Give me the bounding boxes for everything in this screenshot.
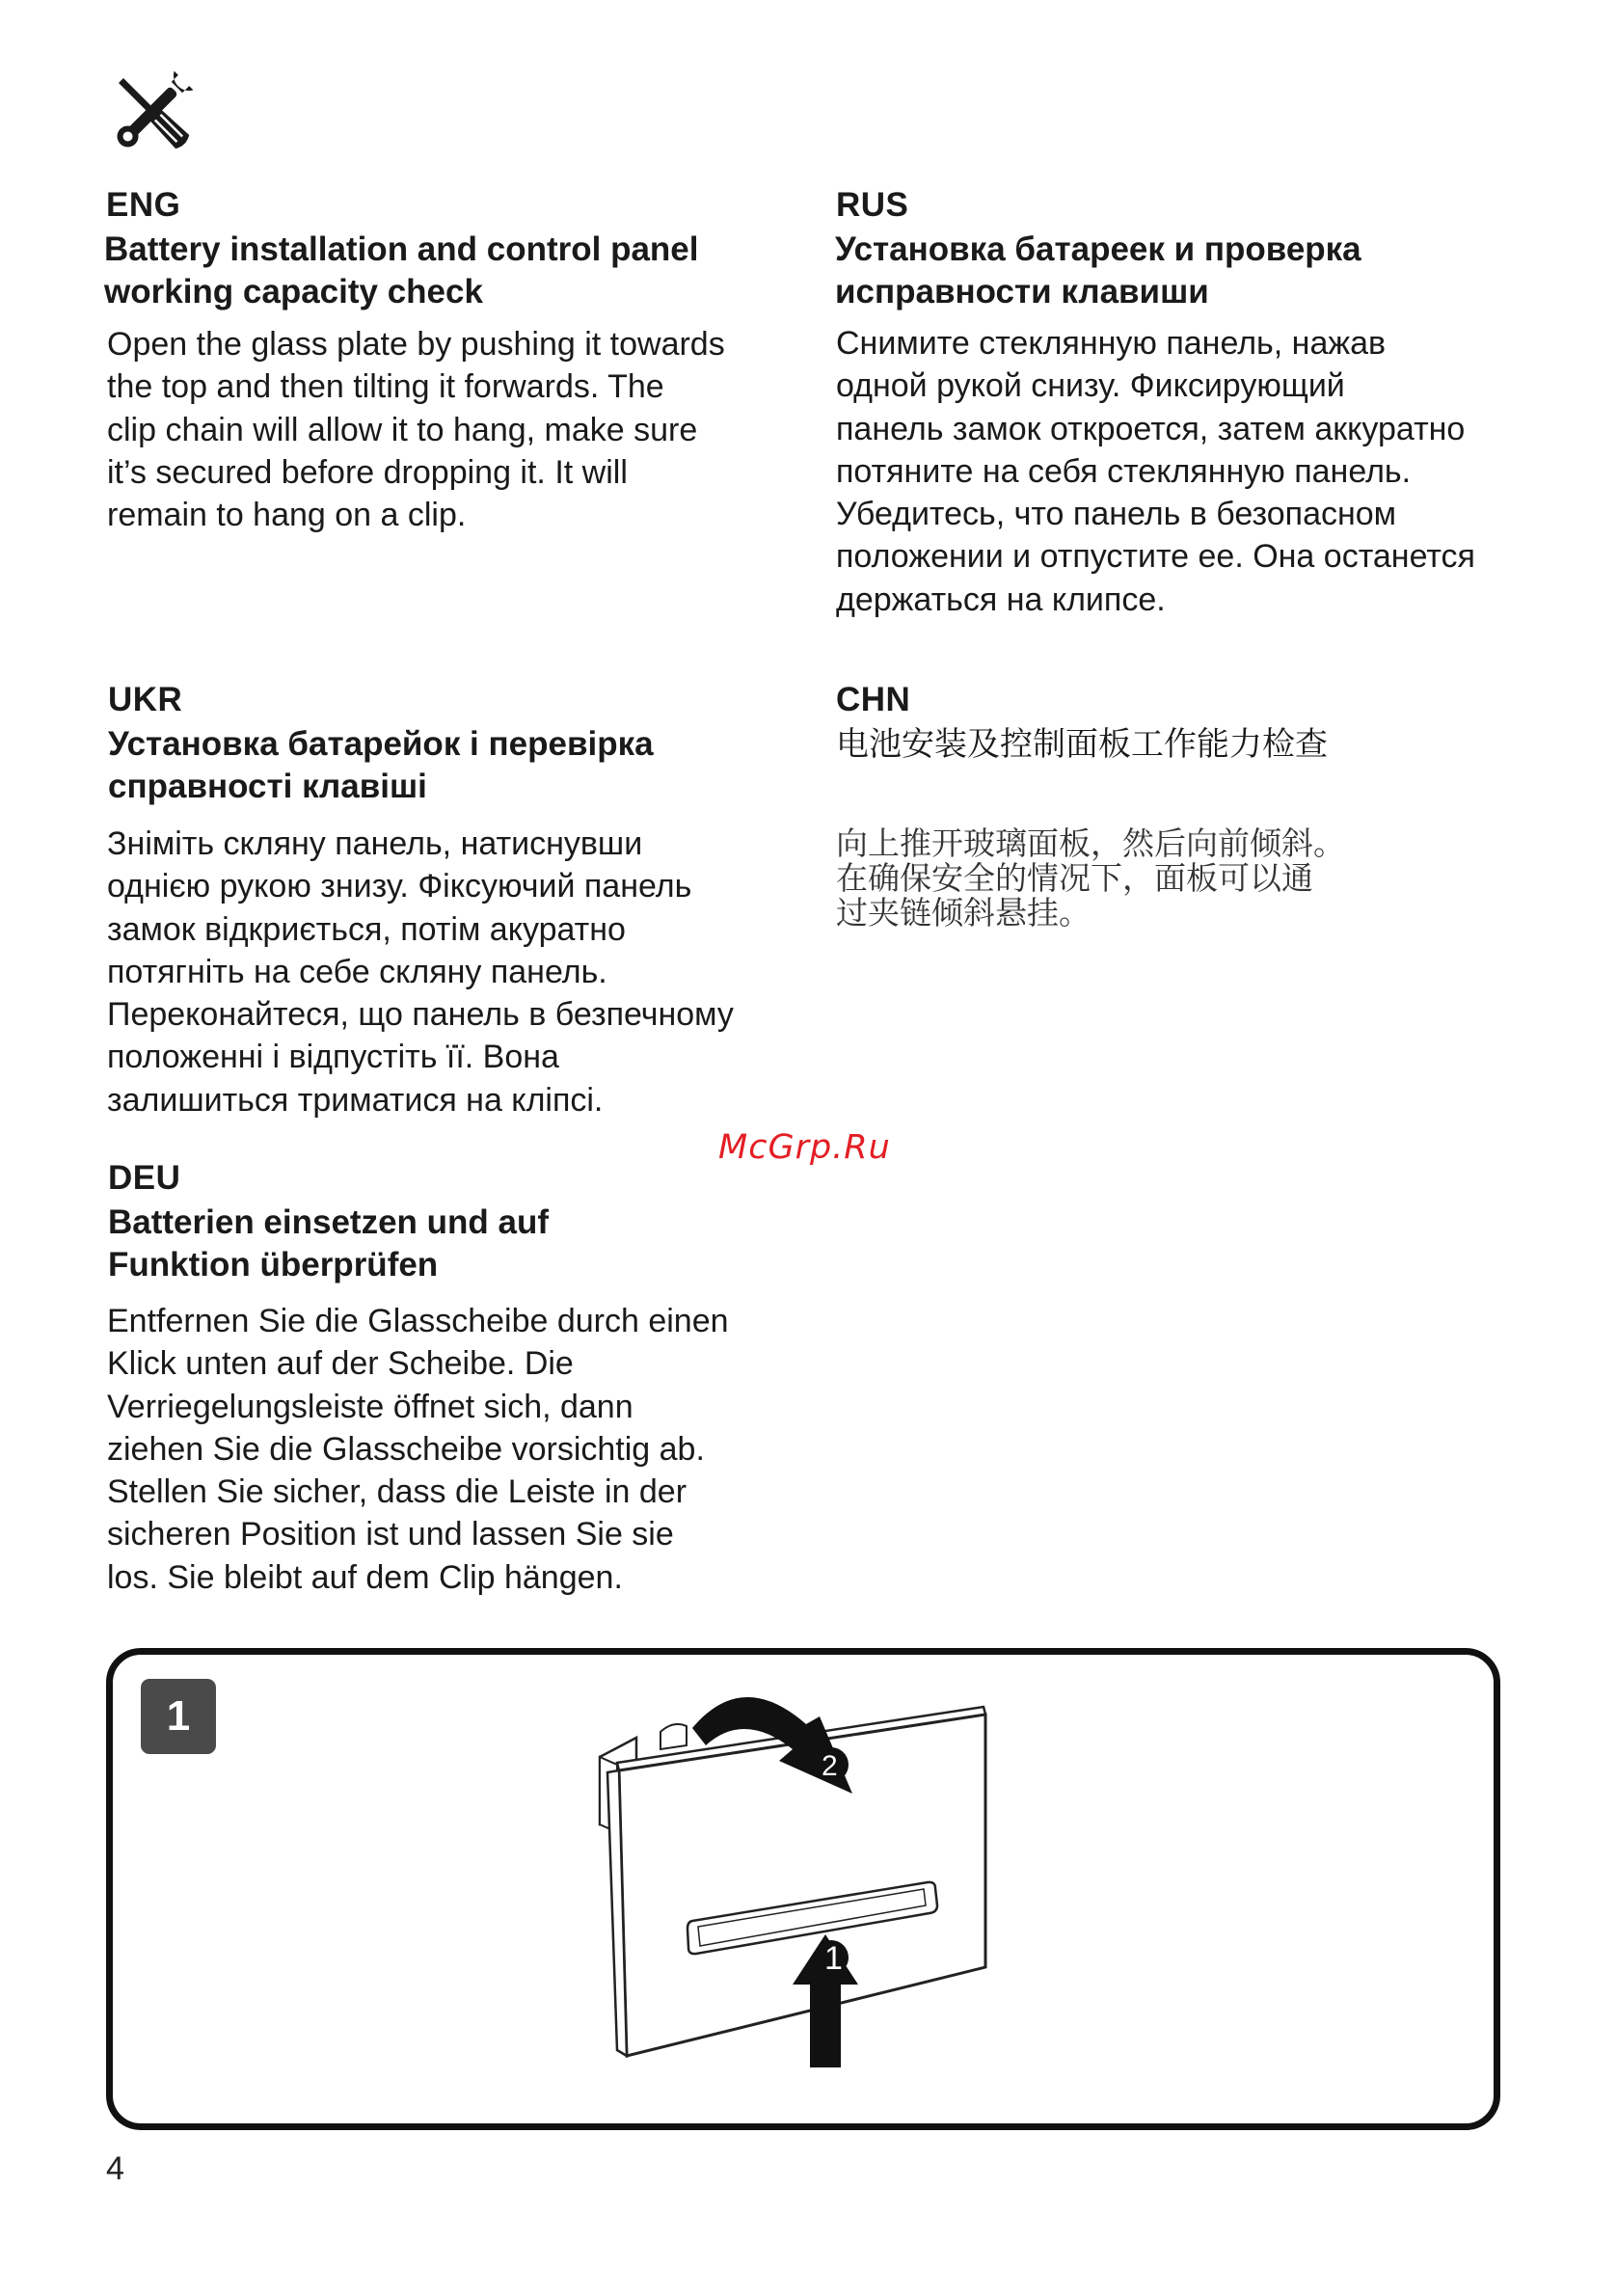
arrow-up-label: 1 [824, 1940, 843, 1977]
ukr-lang-label: UKR [108, 681, 183, 718]
eng-lang-label: ENG [106, 186, 181, 224]
chn-body [836, 826, 1345, 931]
deu-body-line: Stellen Sie sicher, dass die Leiste in der [107, 1473, 687, 1511]
tools-icon [104, 64, 201, 160]
deu-title-line: Funktion überprüfen [108, 1246, 439, 1283]
eng-body-line: the top and then tilting it forwards. The [107, 368, 664, 406]
eng-body-line: clip chain will allow it to hang, make sure [107, 411, 698, 448]
ukr-body [107, 823, 734, 1121]
ukr-body-line: замок відкриється, потім акуратно [107, 910, 626, 948]
eng-title-line: Battery installation and control panel [104, 230, 699, 268]
rus-title [835, 229, 1361, 313]
rus-body-line: Снимите стеклянную панель, нажав [836, 325, 1387, 362]
ukr-body-line: однією рукою знизу. Фіксуючий панель [107, 868, 692, 905]
rus-body-line: держаться на клипсе. [836, 581, 1166, 618]
rus-title-line: Установка батареек и проверка [835, 230, 1361, 268]
deu-body-line: los. Sie bleibt auf dem Clip hängen. [107, 1558, 623, 1596]
eng-title-line: working capacity check [104, 273, 483, 311]
rus-lang-label: RUS [836, 186, 909, 224]
chn-body-line: 在确保安全的情况下，面板可以通 [836, 859, 1313, 897]
rus-body-line: положении и отпустите ее. Она останется [836, 538, 1475, 576]
watermark: McGrp.Ru [718, 1128, 891, 1167]
glass-panel-illustration [579, 1678, 1022, 2083]
eng-body-line: Open the glass plate by pushing it towards [107, 326, 725, 363]
ukr-body-line: залишиться триматися на кліпсі. [107, 1081, 604, 1119]
deu-lang-label: DEU [108, 1159, 181, 1197]
rus-title-line: исправности клавиши [835, 273, 1209, 311]
deu-body-line: ziehen Sie die Glasscheibe vorsichtig ab. [107, 1430, 705, 1468]
chn-title: 电池安装及控制面板工作能力检查 [836, 725, 1328, 764]
chn-body-line: 过夹链倾斜悬挂。 [836, 894, 1091, 932]
rus-body-line: одной рукой снизу. Фиксирующий [836, 367, 1345, 405]
eng-title [104, 229, 698, 313]
deu-title-line: Batterien einsetzen und auf [108, 1203, 550, 1241]
eng-body-line: it’s secured before dropping it. It will [107, 453, 628, 491]
rus-body [836, 322, 1475, 621]
arrow-tilt-label: 2 [822, 1750, 838, 1782]
ukr-body-line: потягніть на себе скляну панель. [107, 953, 607, 990]
deu-body-line: Verriegelungsleiste öffnet sich, dann [107, 1388, 633, 1425]
rus-body-line: потяните на себя стеклянную панель. [836, 452, 1412, 490]
deu-body-line: Entfernen Sie die Glasscheibe durch einen [107, 1303, 729, 1339]
deu-title [108, 1202, 549, 1286]
deu-body [107, 1300, 729, 1599]
rus-body-line: панель замок откроется, затем аккуратно [836, 410, 1466, 447]
ukr-body-line: Переконайтеся, що панель в безпечному [107, 996, 734, 1034]
eng-body-line: remain to hang on a clip. [107, 497, 467, 534]
deu-body-line: sicheren Position ist und lassen Sie sie [107, 1516, 674, 1553]
ukr-title-line: Установка батарейок і перевірка [108, 725, 654, 763]
ukr-title [108, 723, 654, 808]
chn-body-line: 向上推开玻璃面板，然后向前倾斜。 [836, 824, 1345, 862]
ukr-title-line: справності клавіші [108, 768, 427, 805]
deu-body-line: Klick unten auf der Scheibe. Die [107, 1345, 574, 1383]
rus-body-line: Убедитесь, что панель в безопасном [836, 496, 1397, 533]
step-badge: 1 [141, 1679, 216, 1754]
eng-body [107, 323, 725, 536]
chn-lang-label: CHN [836, 681, 911, 718]
ukr-body-line: Зніміть скляну панель, натиснувши [107, 825, 643, 862]
ukr-body-line: положенні і відпустіть її. Вона [107, 1039, 559, 1076]
page-number: 4 [106, 2150, 124, 2187]
